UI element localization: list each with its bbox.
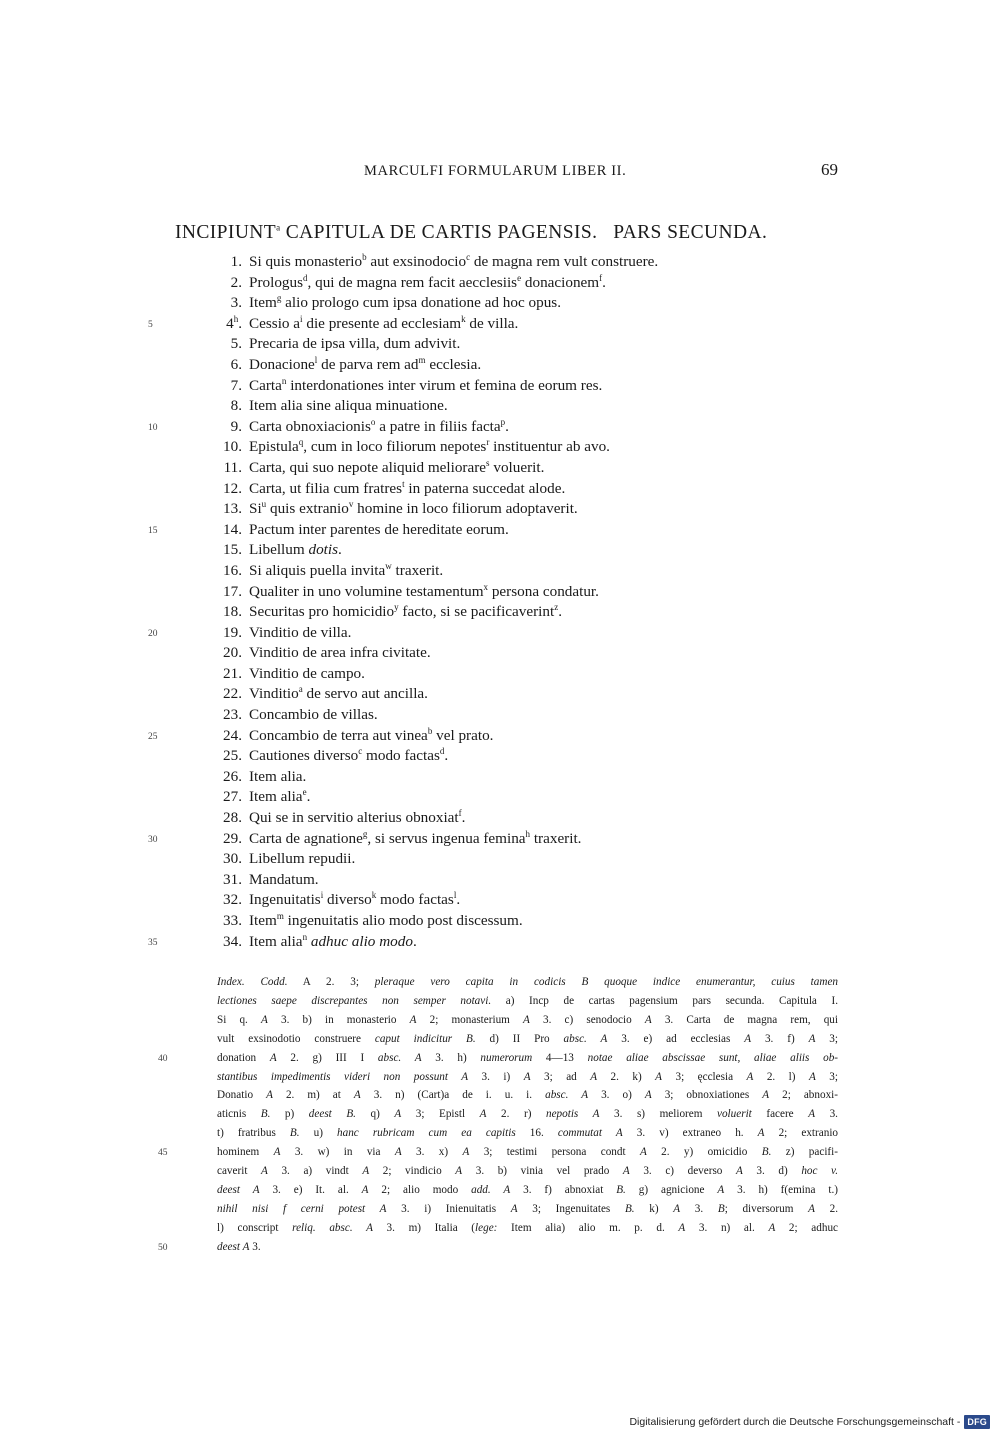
chapter-item <box>0 499 1000 520</box>
chapter-title: Item$^m$ ingenuitatis alio modo post discessum. <box>249 910 523 929</box>
chapter-item <box>0 540 1000 561</box>
chapter-title: Vinditio$^a$ de servo aut ancilla. <box>249 684 428 703</box>
chapter-title: Carta obnoxiacionis$^o$ a patre in filiis facta$^p$. <box>249 416 509 435</box>
footnote-line: aticnis B. p) deest B. q) A 3; Epistl A 2. r) nepotis A 3. s) meliorem voluerit facere A 3. <box>217 1108 838 1121</box>
chapter-number: 24. <box>223 726 242 744</box>
chapter-item <box>0 746 1000 767</box>
chapter-title: Item alia$^e$. <box>249 787 311 806</box>
chapter-number: 10. <box>223 438 242 456</box>
chapter-number: 25. <box>223 747 242 765</box>
chapter-item <box>0 293 1000 314</box>
margin-line-number: 5 <box>148 319 153 330</box>
chapter-number: 12. <box>223 479 242 497</box>
chapter-number: 30. <box>223 850 242 868</box>
chapter-title: Libellum repudii. <box>249 850 356 868</box>
margin-line-number: 10 <box>148 422 158 433</box>
footnote-line: lectiones saepe discrepantes non semper notavi. a) Incp de cartas pagensium pars secunda. Capitula I. <box>217 994 838 1007</box>
chapter-title: Carta de agnatione$^g$, si servus ingenua femina$^h$ traxerit. <box>249 828 582 847</box>
chapter-number: 20. <box>223 644 242 662</box>
chapter-item <box>0 376 1000 397</box>
chapter-item <box>0 334 1000 355</box>
chapter-item <box>0 458 1000 479</box>
heading-text-start: INCIPIUNT <box>175 222 277 243</box>
chapter-number: 32. <box>223 891 242 909</box>
footnote-line: deest A 3. e) It. al. A 2; alio modo add. A 3. f) abnoxiat B. g) agnicione A 3. h) f(emina t.) <box>217 1183 838 1196</box>
chapter-title: Prologus$^d$, qui de magna rem facit aecclesiis$^e$ donacionem$^f$. <box>249 272 606 291</box>
chapter-title: Cautiones diverso$^c$ modo factas$^d$. <box>249 746 449 765</box>
footnote-line: t) fratribus B. u) hanc rubricam cum ea capitis 16. commutat A 3. v) extraneo h. A 2; extranio <box>217 1127 839 1140</box>
chapter-title: Ingenuitatis$^i$ diverso$^k$ modo factas$^l$. <box>249 890 461 909</box>
footer-text: Digitalisierung gefördert durch die Deutsche Forschungsgemeinschaft - <box>629 1416 961 1428</box>
chapter-number: 27. <box>223 788 242 806</box>
chapter-number: 9. <box>230 417 242 435</box>
margin-line-number: 35 <box>148 937 158 948</box>
chapter-title: Cessio $a^i$ die presente ad ecclesiam$^k$ de villa. <box>249 313 519 332</box>
chapter-title: Si$^u$ quis extranio$^v$ homine in loco filiorum adoptaverit. <box>249 499 578 518</box>
page-number: 69 <box>821 160 838 179</box>
margin-line-number: 20 <box>148 628 158 639</box>
chapter-number: 1. <box>230 253 242 270</box>
chapter-item <box>0 705 1000 726</box>
chapter-title: Item alia$^n$ adhuc alio modo. <box>249 931 417 950</box>
chapter-number: 13. <box>223 500 242 518</box>
margin-line-number: 30 <box>148 834 158 845</box>
chapter-number: 22. <box>223 685 242 703</box>
chapter-item <box>0 437 1000 458</box>
chapter-number: 7. <box>230 376 242 394</box>
chapter-number: 4$^h$. <box>226 313 242 332</box>
chapter-item <box>0 849 1000 870</box>
chapter-number: 29. <box>223 829 242 847</box>
chapter-number: 19. <box>223 623 242 641</box>
chapter-number: 18. <box>223 603 242 621</box>
running-head <box>364 160 838 185</box>
chapter-item <box>0 273 1000 294</box>
chapter-item <box>0 787 1000 808</box>
chapter-title: Donacione$^l$ de parva rem $ad^m$ ecclesia. <box>249 354 482 373</box>
running-head-title: MARCULFI FORMULARUM LIBER II. <box>364 163 627 179</box>
footer-credit <box>629 1414 990 1430</box>
chapter-title: Item$^g$ alio prologo cum ipsa donatione ad hoc opus. <box>249 293 561 312</box>
chapter-title: Pactum inter parentes de hereditate eorum. <box>249 520 509 538</box>
chapter-number: 14. <box>223 520 242 538</box>
chapter-item <box>0 582 1000 603</box>
chapter-item <box>0 684 1000 705</box>
chapter-item <box>0 890 1000 911</box>
chapter-title: Vinditio de villa. <box>249 623 352 641</box>
chapter-title: Vinditio de area infra civitate. <box>249 644 431 662</box>
heading-text-end: CAPITULA DE CARTIS PAGENSIS. PARS SECUNDA. <box>280 222 768 243</box>
section-heading <box>175 222 838 244</box>
chapter-title: Carta, qui suo nepote aliquid meliorare$^s$ voluerit. <box>249 457 545 476</box>
heading-note-mark: a <box>276 222 281 233</box>
chapter-item <box>0 561 1000 582</box>
chapter-item <box>0 911 1000 932</box>
footnote-line: vult exsinodotio construere caput indicitur B. d) II Pro absc. A 3. e) ad ecclesias A 3. f) A 3; <box>217 1032 839 1045</box>
margin-line-number: 25 <box>148 731 158 742</box>
margin-line-number: 15 <box>148 525 158 536</box>
chapter-item <box>0 808 1000 829</box>
dfg-logo: DFG <box>964 1415 990 1429</box>
chapter-title: Concambio de terra aut vinea$^b$ vel prato. <box>249 725 494 744</box>
footnote-line: l) conscript reliq. absc. A 3. m) Italia (lege: Item alia) alio m. p. d. A 3. n) al. A 2; adhuc <box>217 1221 838 1234</box>
chapter-item <box>0 870 1000 891</box>
chapter-number: 15. <box>223 541 242 559</box>
chapter-title: Libellum dotis. <box>249 541 342 559</box>
chapter-title: Si aliquis puella invita$^w$ traxerit. <box>249 560 444 579</box>
footnote-line: caverit A 3. a) vindt A 2; vindicio A 3. b) vinia vel prado A 3. c) deverso A 3. d) hoc v. <box>217 1165 838 1178</box>
chapter-item <box>0 664 1000 685</box>
footnote-line: Index. Codd. A 2. 3; pleraque vero capita in codicis B quoque indice enumerantur, cuius tamen <box>217 976 839 988</box>
chapter-title: Vinditio de campo. <box>249 664 365 682</box>
chapter-title: Item alia. <box>249 767 307 785</box>
chapter-item <box>0 643 1000 664</box>
chapter-item <box>0 767 1000 788</box>
chapter-number: 21. <box>223 664 242 682</box>
chapter-title: Item alia sine aliqua minuatione. <box>249 397 448 415</box>
chapter-number: 26. <box>223 767 242 785</box>
footnote-line: Si q. A 3. b) in monasterio A 2; monasterium A 3. c) senodocio A 3. Carta de magna rem, qui <box>217 1013 838 1026</box>
chapter-title: Precaria de ipsa villa, dum advivit. <box>249 335 461 353</box>
chapter-title: Carta, ut filia cum fratres$^t$ in paterna succedat alode. <box>249 478 566 497</box>
chapter-title: Qui se in servitio alterius obnoxiat$^f$. <box>249 807 466 827</box>
chapter-number: 6. <box>230 355 242 373</box>
chapter-item <box>0 602 1000 623</box>
note-margin-line-number: 50 <box>158 1242 168 1253</box>
footnote-line: deest A 3. <box>217 1240 261 1253</box>
note-margin-line-number: 40 <box>158 1053 168 1064</box>
chapter-item <box>0 355 1000 376</box>
footnote-line: stantibus impedimentis videri non possunt A 3. i) A 3; ad A 2. k) A 3; ęcclesia A 2. l) A 3; <box>217 1070 838 1083</box>
footnotes <box>217 973 838 1257</box>
footnote-line: hominem A 3. w) in via A 3. x) A 3; testimi persona condt A 2. y) omicidio B. z) pacifi- <box>217 1146 838 1159</box>
footnote-line: donation A 2. g) III I absc. A 3. h) numerorum 4—13 notae aliae abscissae sunt, aliae aliis ob- <box>217 1051 839 1064</box>
chapter-number: 31. <box>223 870 242 888</box>
chapter-number: 8. <box>230 397 242 415</box>
chapter-title: Si quis monasterio$^b$ aut exsinodocio$^c$ de magna rem vult construere. <box>249 251 659 270</box>
chapter-number: 23. <box>223 706 242 724</box>
chapter-list <box>0 252 1000 952</box>
chapter-number: 17. <box>223 582 242 600</box>
chapter-title: Carta$^n$ interdonationes inter virum et femina de eorum res. <box>249 375 603 394</box>
chapter-number: 2. <box>230 273 242 291</box>
chapter-number: 28. <box>223 809 242 827</box>
chapter-number: 34. <box>223 932 242 950</box>
footnote-line: Donatio A 2. m) at A 3. n) (Cart)a de i. u. i. absc. A 3. o) A 3; obnoxiationes A 2; abnoxi- <box>217 1089 839 1102</box>
chapter-title: Securitas pro homicidio$^y$ facto, si se pacificaverint$^z$. <box>249 602 563 621</box>
chapter-number: 11. <box>223 458 242 476</box>
chapter-number: 3. <box>230 294 242 312</box>
chapter-number: 5. <box>230 335 242 353</box>
chapter-number: 16. <box>223 561 242 579</box>
note-margin-line-number: 45 <box>158 1148 168 1159</box>
chapter-number: 33. <box>223 912 242 929</box>
chapter-item <box>0 479 1000 500</box>
footnote-line: nihil nisi f cerni potest A 3. i) Inienuitatis A 3; Ingenuitates B. k) A 3. B; diversorum A 2. <box>217 1202 838 1215</box>
chapter-item <box>0 252 1000 273</box>
chapter-title: Epistula$^q$, cum in loco filiorum nepotes$^r$ instituentur ab avo. <box>249 437 610 456</box>
chapter-title: Mandatum. <box>249 870 319 888</box>
chapter-title: Qualiter in uno volumine testamentum$^x$ persona condatur. <box>249 581 599 600</box>
chapter-item <box>0 396 1000 417</box>
chapter-title: Concambio de villas. <box>249 706 378 724</box>
